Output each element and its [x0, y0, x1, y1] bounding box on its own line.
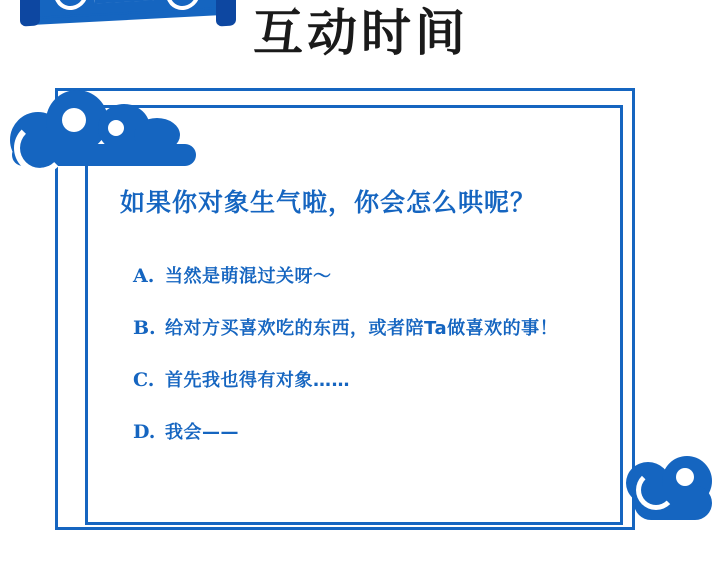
cloud-spiral: [636, 470, 676, 510]
cloud-top-left-icon: [2, 82, 202, 172]
option-key: B.: [133, 317, 156, 339]
scroll-cap-left: [20, 0, 40, 27]
option-label: 我会——: [165, 422, 239, 443]
option-item-d[interactable]: [133, 418, 613, 444]
option-item-b[interactable]: [133, 314, 613, 340]
option-item-a[interactable]: [133, 262, 613, 288]
cloud-bottom-right-icon: [618, 456, 720, 536]
option-label: 给对方买喜欢吃的东西，或者陪Ta做喜欢的事！: [165, 318, 559, 339]
cloud-highlight: [676, 468, 694, 486]
options-list: [133, 262, 613, 470]
option-key: D.: [133, 421, 156, 443]
option-label: 首先我也得有对象……: [165, 370, 350, 391]
question-text: 如果你对象生气啦，你会怎么哄呢？: [120, 188, 537, 217]
cloud-highlight: [108, 120, 124, 136]
option-item-c[interactable]: [133, 366, 613, 392]
cloud-highlight: [62, 108, 86, 132]
option-key: C.: [133, 369, 155, 391]
option-label: 当然是萌混过关呀～: [165, 266, 332, 287]
cloud-spiral: [14, 122, 66, 174]
scroll-cap-right: [216, 0, 236, 27]
page-title: 互动时间: [253, 4, 469, 62]
option-key: A.: [133, 265, 155, 287]
scroll-banner-icon: [20, 0, 236, 24]
